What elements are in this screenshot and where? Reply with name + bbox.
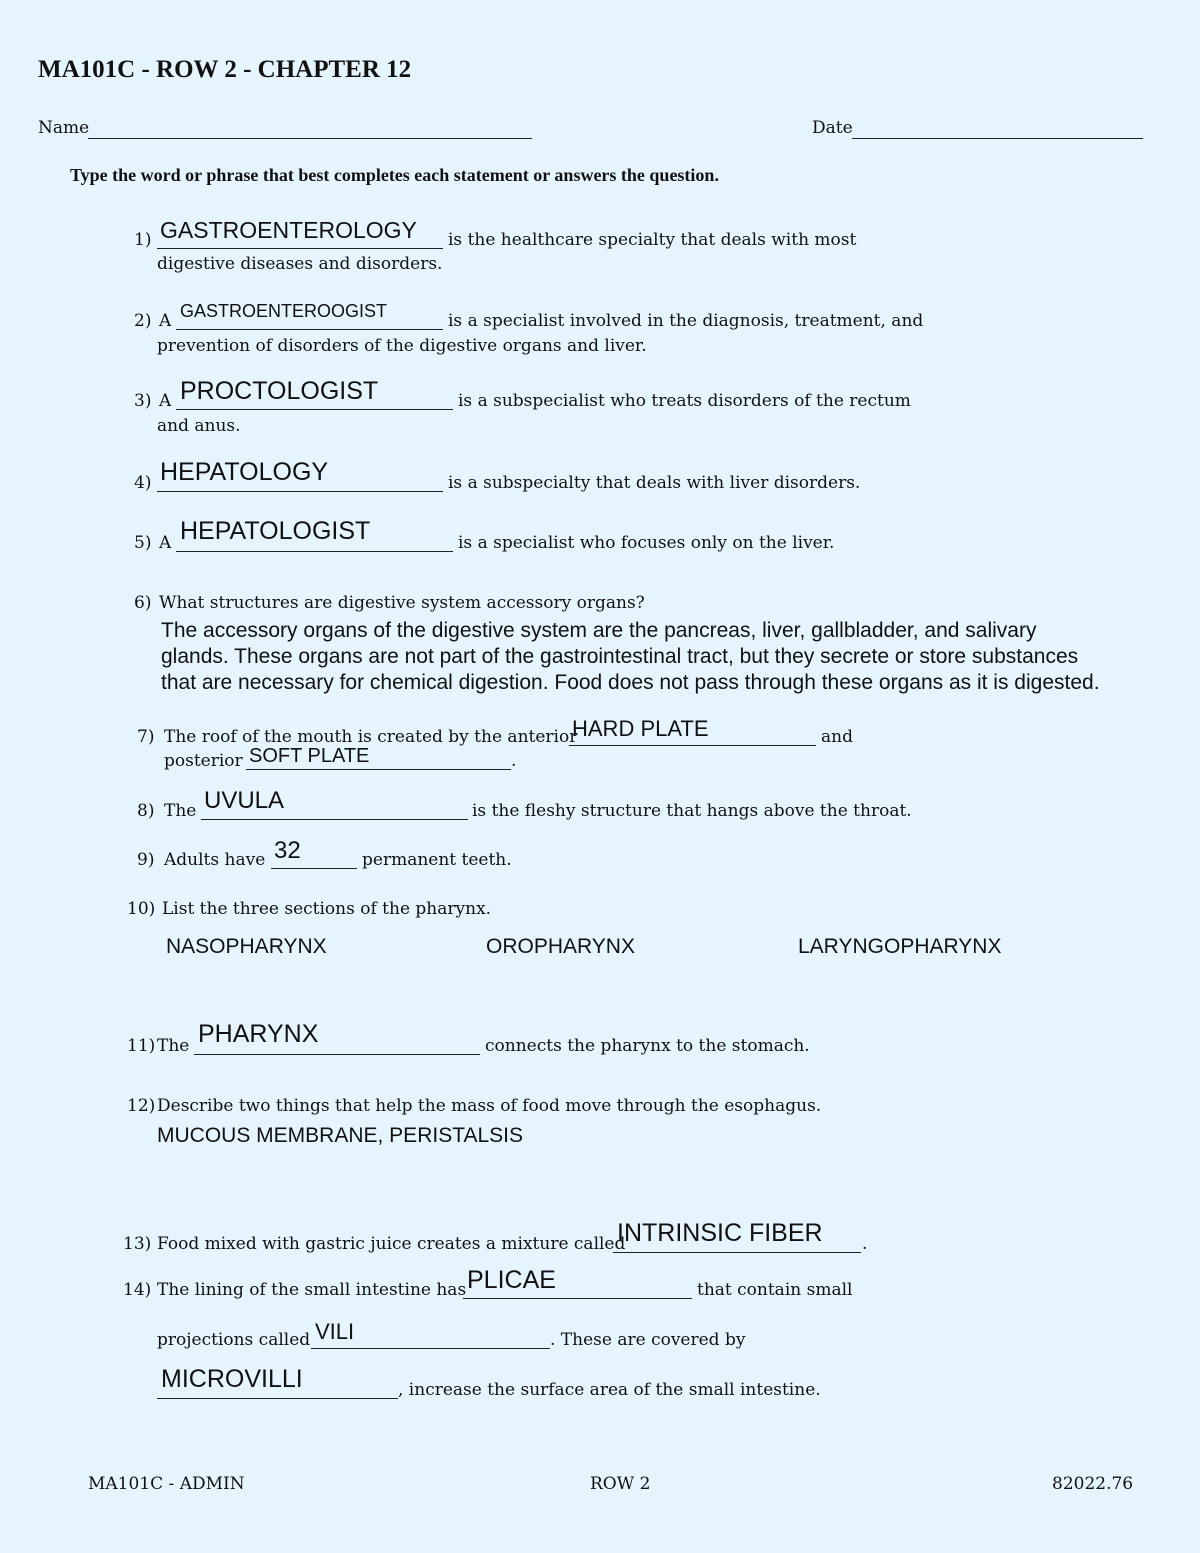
- date-label: Date: [812, 118, 853, 138]
- q6-answer[interactable]: The accessory organs of the digestive system are the pancreas, liver, gallbladder, and salivary glands. These organs are not part of the gastrointestinal tract, but they secrete or store substances that are necessary for chemical digestion. Food does not pass through these organs as it is digested.: [161, 619, 1100, 694]
- q3-blank: [176, 409, 453, 410]
- q14-answer-2[interactable]: VILI: [315, 1319, 355, 1344]
- q13-blank: [613, 1252, 861, 1253]
- q7-end: .: [511, 751, 517, 771]
- q1-text-2: digestive diseases and disorders.: [157, 254, 443, 274]
- q13-end: .: [862, 1234, 868, 1254]
- q10-prompt: List the three sections of the pharynx.: [162, 899, 492, 919]
- q3-text: is a subspecialist who treats disorders of the rectum: [458, 391, 911, 411]
- q4-answer[interactable]: HEPATOLOGY: [160, 458, 329, 486]
- q9-blank: [271, 868, 357, 869]
- q14-blank-2: [311, 1348, 550, 1349]
- q7-blank-2: [246, 769, 511, 770]
- q9-prefix: Adults have: [164, 850, 266, 870]
- q3-number: 3): [134, 391, 152, 411]
- q7-number: 7): [137, 727, 155, 747]
- q12-prompt: Describe two things that help the mass of food move through the esophagus.: [157, 1096, 822, 1116]
- q10-answer-3[interactable]: LARYNGOPHARYNX: [798, 935, 1002, 958]
- q11-answer[interactable]: PHARYNX: [198, 1020, 319, 1048]
- page-title: MA101C - ROW 2 - CHAPTER 12: [38, 56, 412, 83]
- q11-blank: [194, 1054, 480, 1055]
- q3-text-2: and anus.: [157, 416, 241, 436]
- q12-answer[interactable]: MUCOUS MEMBRANE, PERISTALSIS: [157, 1124, 524, 1147]
- q9-answer[interactable]: 32: [274, 837, 301, 864]
- q7-prefix: The roof of the mouth is created by the anterior: [164, 727, 578, 747]
- q10-answer-2[interactable]: OROPHARYNX: [486, 935, 635, 958]
- q8-blank: [201, 819, 468, 820]
- q8-number: 8): [137, 801, 155, 821]
- q3-answer[interactable]: PROCTOLOGIST: [180, 377, 379, 405]
- q5-number: 5): [134, 533, 152, 553]
- q5-blank: [176, 551, 453, 552]
- instructions: Type the word or phrase that best completes each statement or answers the question.: [70, 165, 719, 185]
- q10-number: 10): [127, 899, 156, 919]
- q3-prefix: A: [159, 391, 172, 411]
- q5-text: is a specialist who focuses only on the liver.: [458, 533, 835, 553]
- q13-prefix: Food mixed with gastric juice creates a mixture called: [157, 1234, 626, 1254]
- q1-answer[interactable]: GASTROENTEROLOGY: [160, 217, 417, 243]
- q14-prefix-2: projections called: [157, 1330, 311, 1350]
- q14-text-2: . These are covered by: [550, 1330, 746, 1350]
- q2-number: 2): [134, 311, 152, 331]
- q14-text-3: , increase the surface area of the small intestine.: [398, 1380, 821, 1400]
- q1-blank: [157, 248, 443, 249]
- name-field[interactable]: [88, 138, 532, 139]
- q10-answer-1[interactable]: NASOPHARYNX: [166, 935, 327, 958]
- q13-number: 13): [123, 1234, 152, 1254]
- q4-blank: [157, 491, 443, 492]
- name-label: Name: [38, 118, 90, 138]
- q8-answer[interactable]: UVULA: [204, 787, 285, 814]
- q2-prefix: A: [159, 311, 172, 331]
- q5-answer[interactable]: HEPATOLOGIST: [180, 517, 371, 545]
- q14-number: 14): [123, 1280, 152, 1300]
- q14-prefix: The lining of the small intestine has: [157, 1280, 467, 1300]
- q2-answer[interactable]: GASTROENTEROOGIST: [180, 301, 388, 321]
- q6-number: 6): [134, 593, 152, 613]
- q8-prefix: The: [164, 801, 197, 821]
- q13-answer[interactable]: INTRINSIC FIBER: [617, 1219, 823, 1247]
- q6-prompt: What structures are digestive system accessory organs?: [159, 593, 645, 613]
- footer-center: ROW 2: [590, 1474, 651, 1494]
- q1-number: 1): [134, 230, 152, 250]
- q7-answer-2[interactable]: SOFT PLATE: [249, 745, 370, 767]
- q7-mid: and: [821, 727, 853, 747]
- q14-answer-1[interactable]: PLICAE: [467, 1266, 556, 1294]
- q1-text: is the healthcare specialty that deals with most: [448, 230, 857, 250]
- q14-blank-3: [157, 1398, 398, 1399]
- q2-text-2: prevention of disorders of the digestive organs and liver.: [157, 336, 647, 356]
- q11-text: connects the pharynx to the stomach.: [485, 1036, 810, 1056]
- q9-number: 9): [137, 850, 155, 870]
- q14-answer-3[interactable]: MICROVILLI: [161, 1365, 303, 1393]
- q12-number: 12): [127, 1096, 156, 1116]
- q7-prefix-2: posterior: [164, 751, 243, 771]
- q4-text: is a subspecialty that deals with liver disorders.: [448, 473, 861, 493]
- q7-blank-1: [569, 745, 816, 746]
- q11-prefix: The: [157, 1036, 190, 1056]
- q2-blank: [176, 329, 443, 330]
- q4-number: 4): [134, 473, 152, 493]
- footer-left: MA101C - ADMIN: [88, 1474, 245, 1494]
- q7-answer-1[interactable]: HARD PLATE: [572, 716, 709, 741]
- q11-number: 11): [127, 1036, 156, 1056]
- footer-right: 82022.76: [1052, 1474, 1134, 1494]
- q8-text: is the fleshy structure that hangs above the throat.: [472, 801, 912, 821]
- q5-prefix: A: [159, 533, 172, 553]
- q14-blank-1: [463, 1298, 692, 1299]
- q2-text: is a specialist involved in the diagnosis, treatment, and: [448, 311, 924, 331]
- q14-text-1: that contain small: [697, 1280, 853, 1300]
- date-field[interactable]: [852, 138, 1143, 139]
- q9-text: permanent teeth.: [362, 850, 512, 870]
